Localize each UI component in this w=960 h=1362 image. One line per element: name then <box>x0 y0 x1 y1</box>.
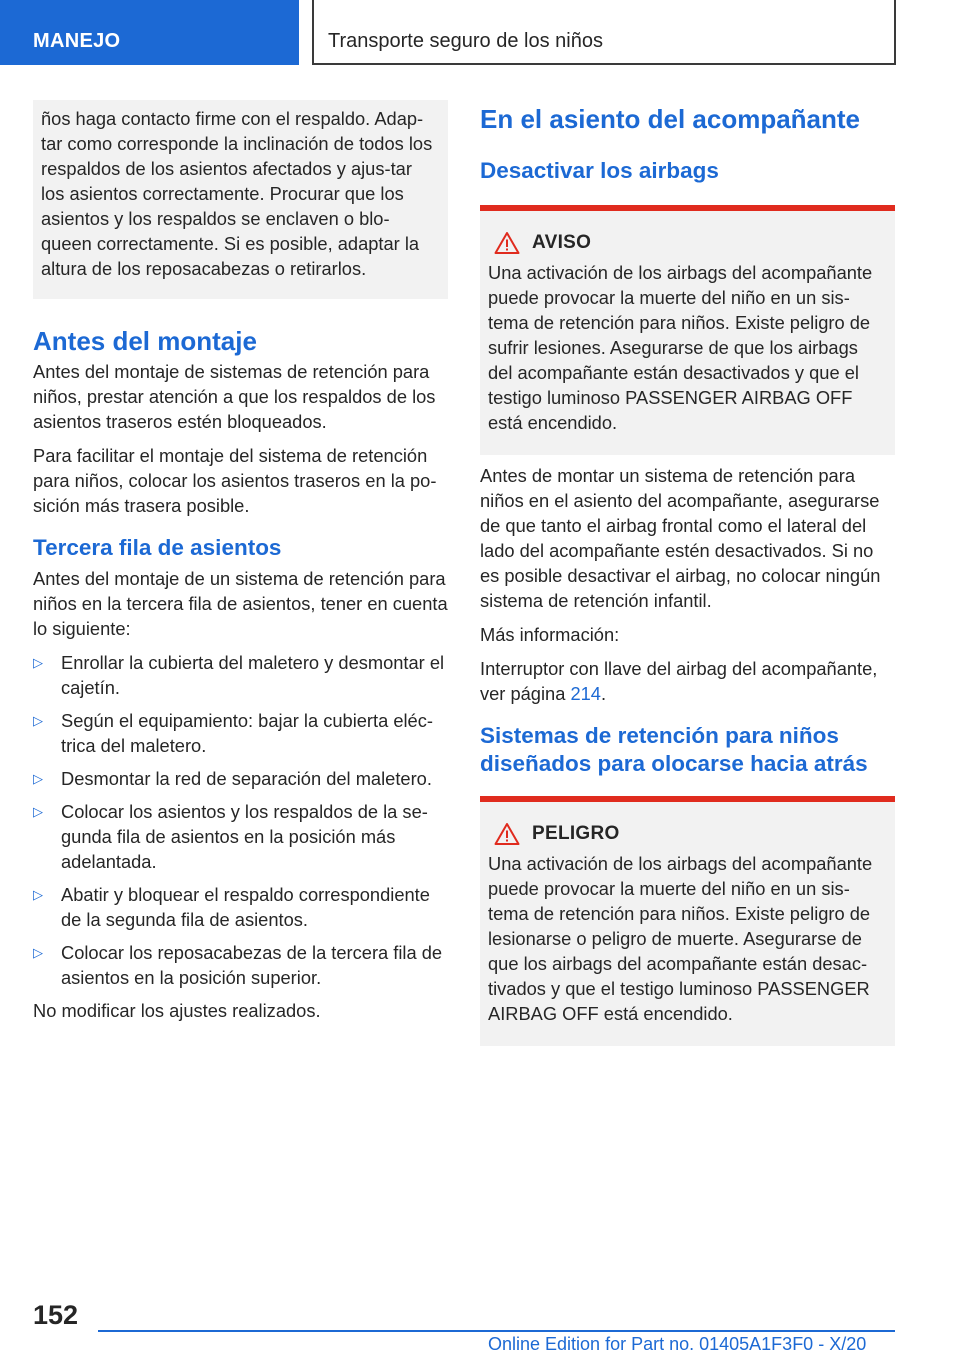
list-item: ▷ Colocar los asientos y los respaldos de la se-gunda fila de asientos en la posición más adelantada. <box>33 801 428 872</box>
warning-label-peligro: PELIGRO <box>532 823 620 844</box>
page-number: 152 <box>33 1300 79 1330</box>
heading-rear-facing: Sistemas de retención para niños diseñados para olocarse hacia atrás <box>480 723 868 776</box>
cross-reference: Interruptor con llave del airbag del acompañante, ver página 214. <box>480 658 878 704</box>
triangle-bullet-icon: ▷ <box>33 655 43 670</box>
third-row-list <box>33 650 448 990</box>
heading-passenger-seat: En el asiento del acompañante <box>480 104 860 134</box>
before-mounting-para-1: Antes del montaje de sistemas de retención para niños, prestar atención a que los respaldos de los asientos traseros estén bloqueados. <box>33 361 436 432</box>
list-item: ▷ Desmontar la red de separación del maletero. <box>33 768 432 789</box>
list-item: ▷ Enrollar la cubierta del maletero y desmontar el cajetín. <box>33 652 445 698</box>
list-item: ▷ Colocar los reposacabezas de la tercera fila de asientos en la posición superior. <box>33 942 443 988</box>
subheading-deactivate-airbags: Desactivar los airbags <box>480 158 719 183</box>
left-column <box>33 100 448 1032</box>
footer-edition: Online Edition for Part no. 01405A1F3F0 - X/20 <box>488 1334 867 1354</box>
third-row-closing: No modificar los ajustes realizados. <box>33 1000 321 1021</box>
page-reference-link[interactable]: 214 <box>570 683 601 704</box>
heading-third-row: Tercera fila de asientos <box>33 535 282 560</box>
warning-triangle-icon <box>494 822 520 846</box>
more-info-label: Más información: <box>480 624 620 645</box>
continued-note-text: ños haga contacto firme con el respaldo. Adap-tar como corresponde la inclinación de todos los respaldos de los asientos afectados y ajus-tar los asientos correctamente. Procurar que los asientos y los respaldos se enclaven o blo-queen correctamente. Si es posible, adaptar la altura de los reposacabezas o retirarlos. <box>41 108 433 279</box>
triangle-bullet-icon: ▷ <box>33 887 43 902</box>
triangle-bullet-icon: ▷ <box>33 804 43 819</box>
continued-note-box <box>33 100 448 299</box>
warning-text-peligro: Una activación de los airbags del acompañante puede provocar la muerte del niño en un sis-tema de retención para niños. Existe peligro de lesionarse o peligro de muerte. Asegurarse de que los airbags del acompañante están desac-tivados y que el testigo luminoso PASSENGER AIRBAG OFF está encendido. <box>488 853 873 1024</box>
warning-box-aviso <box>480 205 895 455</box>
list-item: ▷ Abatir y bloquear el respaldo correspondiente de la segunda fila de asientos. <box>33 884 430 930</box>
before-mounting-para-2: Para facilitar el montaje del sistema de retención para niños, colocar los asientos traseros en la po-sición más trasera posible. <box>33 445 437 516</box>
list-item: ▷ Según el equipamiento: bajar la cubierta eléc-trica del maletero. <box>33 710 433 756</box>
triangle-bullet-icon: ▷ <box>33 771 43 786</box>
warning-text-aviso: Una activación de los airbags del acompañante puede provocar la muerte del niño en un sis-tema de retención para niños. Existe peligro de sufrir lesiones. Asegurarse de que los airbags del acompañante están desactivados y que el testigo luminoso PASSENGER AIRBAG OFF está encendido. <box>488 262 873 433</box>
triangle-bullet-icon: ▷ <box>33 945 43 960</box>
page-header-title: Transporte seguro de los niños <box>312 0 896 65</box>
right-column <box>480 100 895 1046</box>
third-row-intro: Antes del montaje de un sistema de retención para niños en la tercera fila de asientos, tener en cuenta lo siguiente: <box>33 568 448 639</box>
passenger-seat-para: Antes de montar un sistema de retención para niños en el asiento del acompañante, asegurarse de que tanto el airbag frontal como el lateral del lado del acompañante estén desactivados. Si no es posible desactivar el airbag, no colocar ningún sistema de retención infantil. <box>480 465 881 611</box>
triangle-bullet-icon: ▷ <box>33 713 43 728</box>
section-tab: MANEJO <box>0 0 299 65</box>
heading-before-mounting: Antes del montaje <box>33 326 257 356</box>
warning-box-peligro <box>480 796 895 1046</box>
warning-triangle-icon <box>494 231 520 255</box>
footer-divider <box>98 1330 895 1332</box>
warning-label-aviso: AVISO <box>532 232 592 253</box>
